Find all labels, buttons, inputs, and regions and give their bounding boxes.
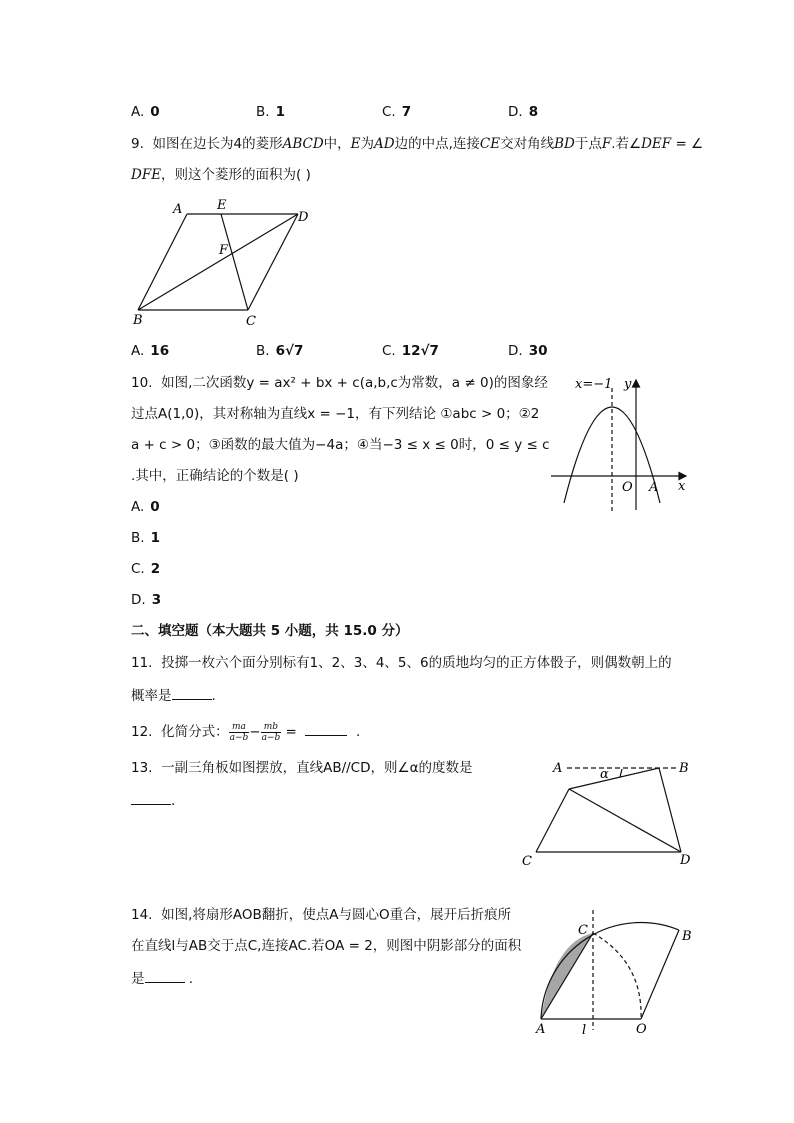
q11-line-2: 概率是 . — [131, 685, 216, 705]
q10-line-1: 10. 如图,二次函数y = ax² + bx + c(a,b,c为常数，a ≠ 0)的图象经 — [131, 375, 548, 391]
q14-label-b: B — [682, 929, 692, 944]
q14-label-o: O — [636, 1022, 647, 1037]
q9-line-2: DFE，则这个菱形的面积为( ) — [131, 167, 311, 183]
q9-label-d: D — [298, 210, 309, 225]
section-2-title: 二、填空题（本大题共 5 小题，共 15.0 分） — [131, 623, 409, 639]
q10-label-a: A — [649, 480, 659, 495]
q9-label-e: E — [217, 198, 227, 213]
q12-line: 12. 化简分式： $\frac{ma}{a-b}$ − $\frac{mb}{a-b}$ = . — [131, 721, 361, 743]
q9-label-f: F — [219, 243, 229, 258]
q10-option-b: B. 1 — [131, 530, 160, 546]
q8-option-c: C. 7 — [382, 104, 412, 120]
q9-line-1: 9. 如图在边长为4的菱形ABCD中，E为AD边的中点,连接CE交对角线BD于点F.若∠DEF = ∠ — [131, 136, 704, 152]
q9-option-c: C. 12√7 — [382, 343, 439, 359]
q13-line-2: . — [131, 790, 175, 810]
q14-line-1: 14. 如图,将扇形AOB翻折，使点A与圆心O重合，展开后折痕所 — [131, 907, 512, 923]
q10-line-4: .其中，正确结论的个数是( ) — [131, 468, 299, 484]
q9-label-b: B — [133, 313, 143, 328]
q10-option-c: C. 2 — [131, 561, 161, 577]
q13-label-a: A — [553, 761, 563, 776]
q8-option-b: B. 1 — [256, 104, 285, 120]
q12-fraction-1: $\frac{ma}{a-b}$ — [229, 721, 249, 743]
q10-label-y: y — [624, 377, 632, 392]
q14-label-l: l — [582, 1023, 587, 1038]
q13-label-alpha: α — [600, 767, 609, 782]
q13-line-1: 13. 一副三角板如图摆放，直线AB//CD，则∠α的度数是 — [131, 760, 473, 776]
q10-label-x: x — [678, 479, 686, 494]
q9-option-d: D. 30 — [508, 343, 548, 359]
q14-label-c: C — [578, 923, 588, 938]
q13-label-d: D — [680, 853, 691, 868]
q8-option-a: A. 0 — [131, 104, 160, 120]
q13-label-b: B — [679, 761, 689, 776]
q14-line-2: 在直线l与AB交于点C,连接AC.若OA = 2，则图中阴影部分的面积 — [131, 938, 522, 954]
q10-line-3: a + c > 0；③函数的最大值为−4a；④当−3 ≤ x ≤ 0时，0 ≤ y ≤ c — [131, 437, 550, 453]
q10-label-o: O — [622, 480, 633, 495]
q10-line-2: 过点A(1,0)，其对称轴为直线x = −1，有下列结论 ①abc > 0；②2 — [131, 406, 540, 422]
q8-option-d: D. 8 — [508, 104, 539, 120]
q9-label-c: C — [246, 314, 256, 329]
q10-option-d: D. 3 — [131, 592, 162, 608]
q10-option-a: A. 0 — [131, 499, 160, 515]
q10-axis-label: x=−1 — [575, 377, 613, 392]
q9-option-b: B. 6√7 — [256, 343, 304, 359]
q9-option-a: A. 16 — [131, 343, 170, 359]
q13-label-c: C — [522, 854, 532, 869]
q9-label-a: A — [173, 202, 183, 217]
q12-fraction-2: $\frac{mb}{a-b}$ — [261, 721, 281, 743]
q14-label-a: A — [536, 1022, 546, 1037]
q11-line-1: 11. 投掷一枚六个面分别标有1、2、3、4、5、6的质地均匀的正方体骰子，则偶数朝上的 — [131, 655, 672, 671]
q14-line-3: 是 . — [131, 968, 193, 988]
